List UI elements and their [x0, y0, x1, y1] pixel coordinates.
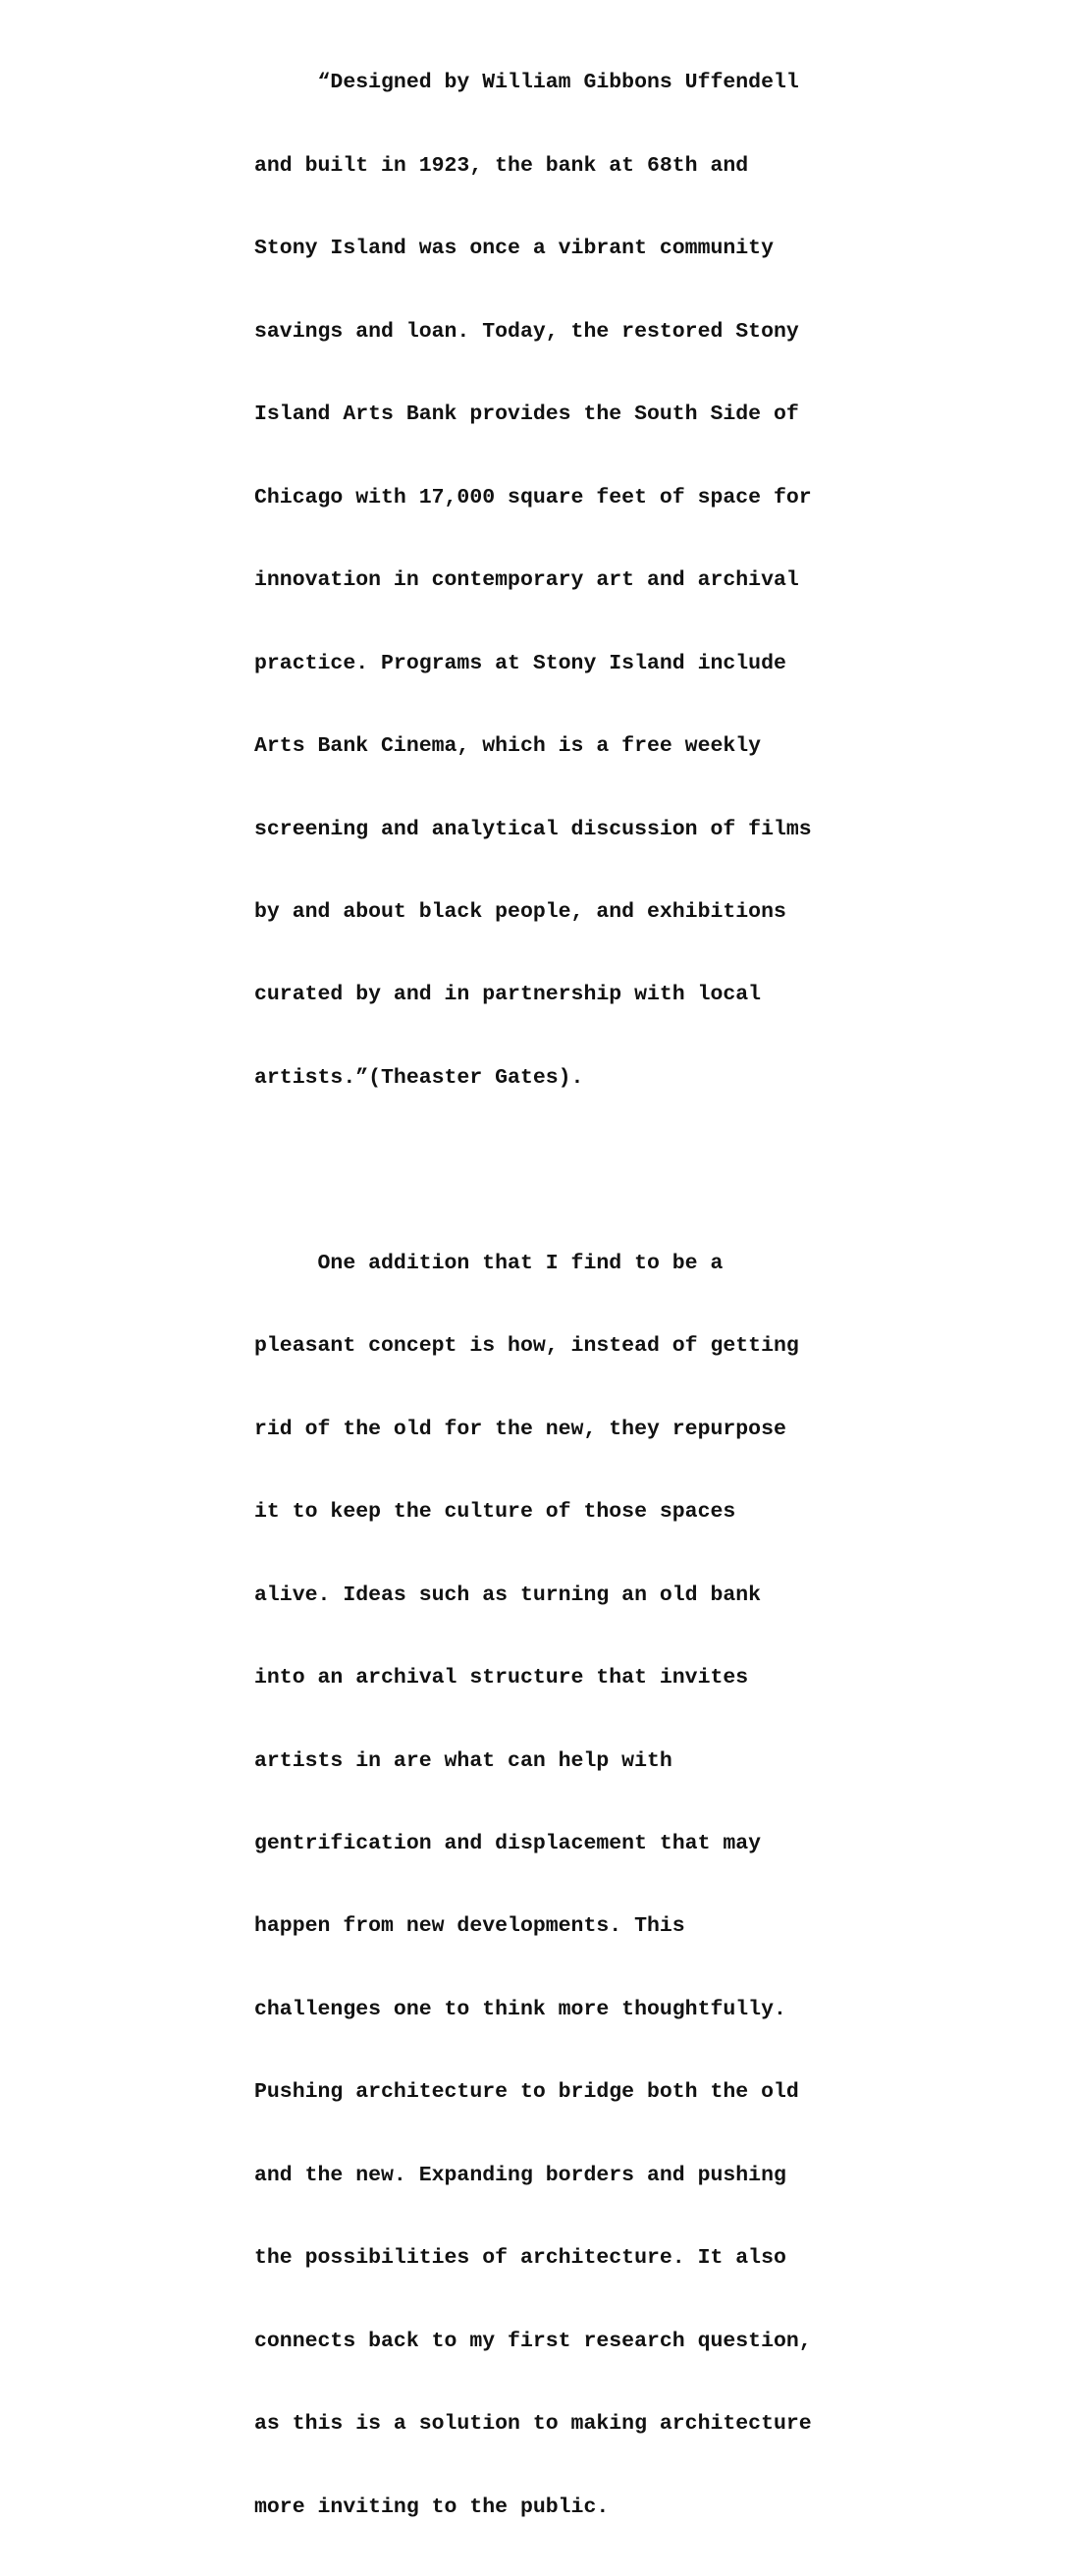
- text-line: artists in are what can help with: [254, 1748, 672, 1773]
- text-line: Pushing architecture to bridge both the old: [254, 2080, 799, 2105]
- text-line: gentrification and displacement that may: [254, 1832, 762, 1855]
- text-line: more inviting to the public.: [254, 2495, 610, 2519]
- text-line: by and about black people, and exhibitions: [254, 900, 786, 924]
- document-page: [254, 14, 843, 2576]
- reflection-paragraph: [254, 1194, 843, 2576]
- text-line: connects back to my first research question,: [254, 2329, 812, 2353]
- text-line: challenges one to think more thoughtfully.: [254, 1997, 786, 2021]
- text-line: and the new. Expanding borders and pushing: [254, 2163, 786, 2187]
- text-line: practice. Programs at Stony Island include: [254, 651, 786, 675]
- text-line: Stony Island was once a vibrant community: [254, 237, 774, 261]
- text-line: and built in 1923, the bank at 68th and: [254, 153, 749, 178]
- text-line: alive. Ideas such as turning an old bank: [254, 1583, 762, 1607]
- text-line: into an archival structure that invites: [254, 1666, 749, 1690]
- text-line: it to keep the culture of those spaces: [254, 1500, 736, 1525]
- text-line: artists.”(Theaster Gates).: [254, 1065, 584, 1090]
- text-line: One addition that I find to be a: [254, 1251, 724, 1275]
- text-line: screening and analytical discussion of films: [254, 817, 812, 841]
- text-line: curated by and in partnership with local: [254, 983, 762, 1007]
- text-line: as this is a solution to making architecture: [254, 2412, 812, 2437]
- text-line: rid of the old for the new, they repurpose: [254, 1417, 786, 1441]
- text-line: happen from new developments. This: [254, 1914, 685, 1939]
- text-line: the possibilities of architecture. It also: [254, 2246, 786, 2271]
- quote-paragraph: [254, 14, 843, 1147]
- text-line: Chicago with 17,000 square feet of space for: [254, 485, 812, 510]
- text-line: innovation in contemporary art and archival: [254, 568, 799, 593]
- text-line: “Designed by William Gibbons Uffendell: [254, 71, 799, 95]
- text-line: Island Arts Bank provides the South Side of: [254, 402, 799, 427]
- text-line: Arts Bank Cinema, which is a free weekly: [254, 734, 762, 759]
- text-line: pleasant concept is how, instead of getting: [254, 1334, 799, 1359]
- text-line: savings and loan. Today, the restored Stony: [254, 319, 799, 344]
